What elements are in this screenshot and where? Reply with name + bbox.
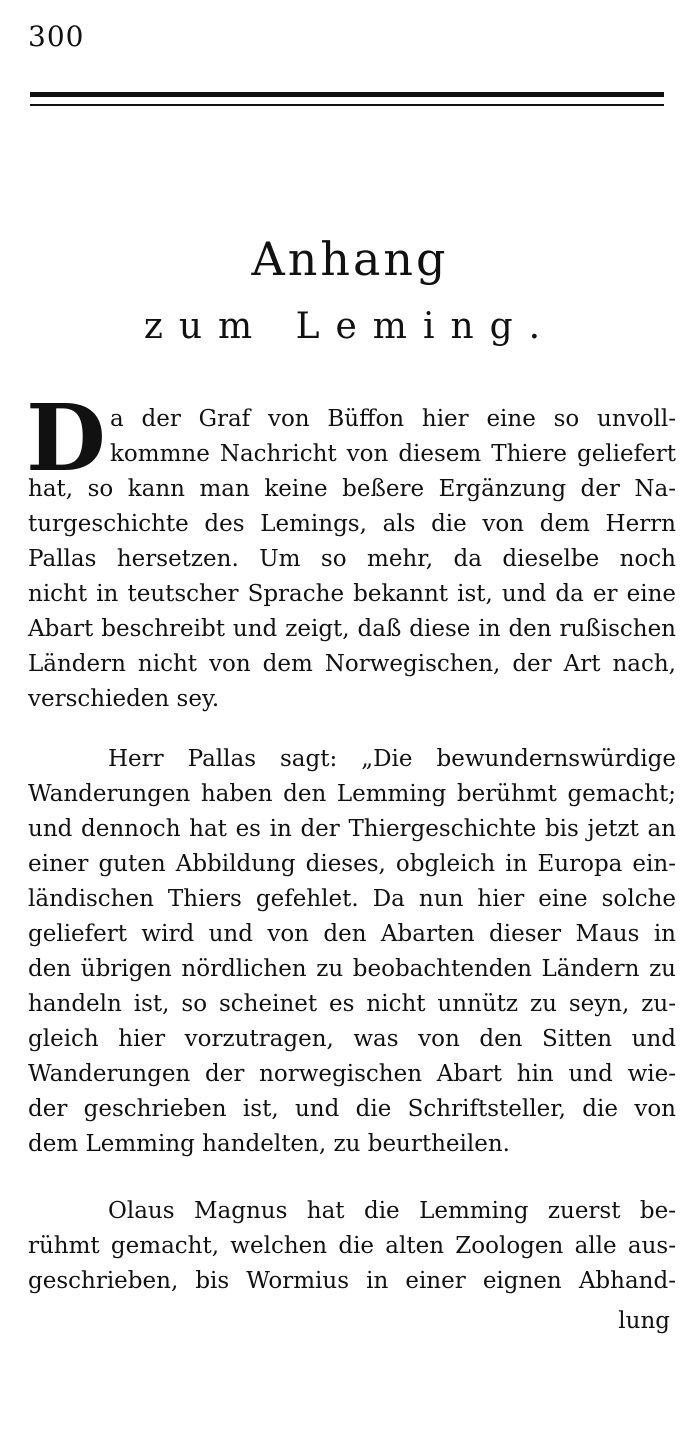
text-line: geschrieben, bis Wormius in einer eignen Abhand-	[28, 1268, 676, 1294]
text-line: nicht in teutscher Sprache bekannt ist, und da er eine	[28, 581, 676, 607]
text-line: und dennoch hat es in der Thiergeschichte bis jetzt an	[28, 816, 676, 842]
text-line: ländischen Thiers gefehlet. Da nun hier eine solche	[28, 886, 676, 912]
drop-cap: D	[26, 384, 106, 492]
header-rule-thin	[30, 104, 664, 106]
page-number: 300	[28, 20, 85, 53]
text-line: rühmt gemacht, welchen die alten Zoologen alle aus-	[28, 1233, 676, 1259]
text-line: Pallas hersetzen. Um so mehr, da dieselbe noch	[28, 546, 676, 572]
header-rule-thick	[30, 92, 664, 97]
text-line: Abart beschreibt und zeigt, daß diese in den rußischen	[28, 616, 676, 642]
text-line: gleich hier vorzutragen, was von den Sitten und	[28, 1026, 676, 1052]
text-line: Olaus Magnus hat die Lemming zuerst be-	[108, 1198, 676, 1224]
title-line-1: Anhang	[251, 232, 449, 286]
text-line: den übrigen nördlichen zu beobachtenden Ländern zu	[28, 956, 676, 982]
text-line: geliefert wird und von den Abarten dieser Maus in	[28, 921, 676, 947]
text-line: a der Graf von Büffon hier eine so unvoll-	[110, 406, 676, 432]
text-line: turgeschichte des Lemings, als die von dem Herrn	[28, 511, 676, 537]
text-line: dem Lemming handelten, zu beurtheilen.	[28, 1131, 510, 1157]
text-line: verschieden sey.	[28, 686, 220, 712]
text-line: der geschrieben ist, und die Schriftsteller, die von	[28, 1096, 676, 1122]
text-line: Wanderungen der norwegischen Abart hin und wie-	[28, 1061, 676, 1087]
catchword: lung	[618, 1308, 670, 1334]
text-line: einer guten Abbildung dieses, obgleich in Europa ein-	[28, 851, 676, 877]
text-line: Ländern nicht von dem Norwegischen, der Art nach,	[28, 651, 676, 677]
text-line: Wanderungen haben den Lemming berühmt gemacht;	[28, 781, 676, 807]
text-line: handeln ist, so scheinet es nicht unnütz zu seyn, zu-	[28, 991, 676, 1017]
title-line-2: zum Leming.	[143, 306, 557, 347]
text-line: Herr Pallas sagt: „Die bewundernswürdige	[108, 746, 676, 772]
text-line: hat, so kann man keine beßere Ergänzung der Na-	[28, 476, 676, 502]
text-line: kommne Nachricht von diesem Thiere geliefert	[110, 441, 676, 467]
